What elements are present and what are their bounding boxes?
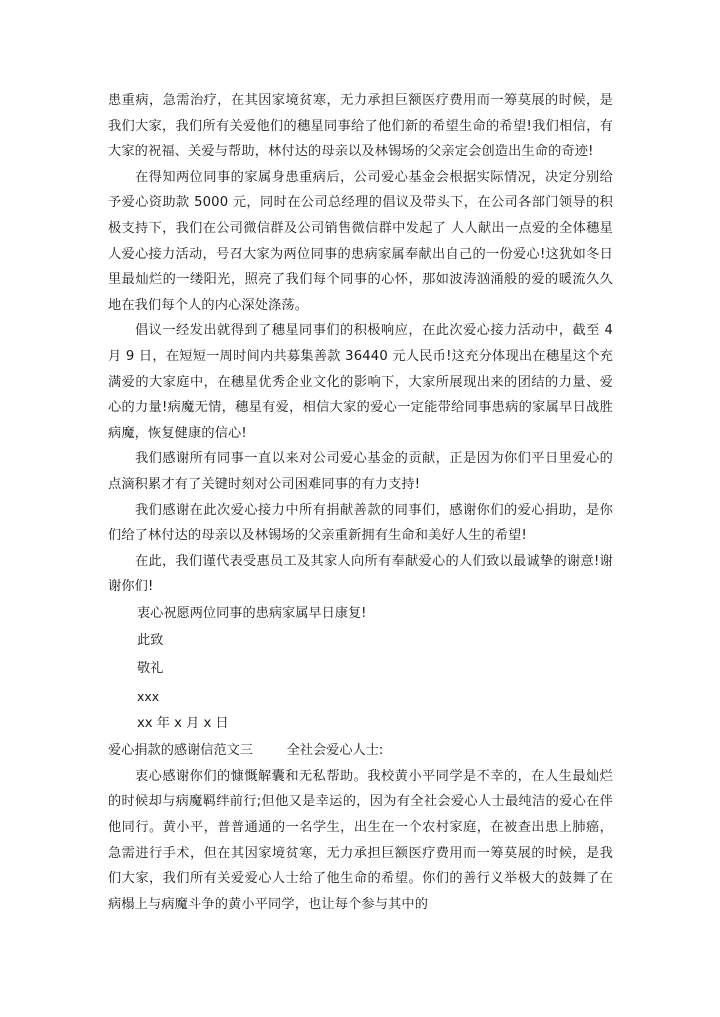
- paragraph-4: 我们感谢所有同事一直以来对公司爱心基金的贡献，正是因为你们平日里爱心的点滴积累才有了关键时刻对公司困难同事的有力支持!: [108, 451, 613, 492]
- paragraph-7: 衷心感谢你们的慷慨解囊和无私帮助。我校黄小平同学是不幸的，在人生最灿烂的时候却与病魔羁绊前行;但他又是幸运的，因为有全社会爱心人士最纯洁的爱心在伴他同行。黄小平，普普通通的一名学生，出生在一个农村家庭，在被查出患上肺癌，急需进行手术，但在其因家境贫寒，无力承担巨额医疗费用而一筹莫展的时候，是我们大家，我们所有关爱爱心人士给了他生命的希望。你们的善行义举极大的鼓舞了在病榻上与病魔斗争的黄小平同学，也让每个参与其中的: [108, 768, 613, 912]
- closing-salutation-2: 敬礼: [137, 661, 164, 677]
- letter-page: [108, 88, 613, 917]
- heading-gap: [253, 743, 287, 758]
- date: xx 年 x 月 x 日: [137, 716, 229, 732]
- paragraph-5: 我们感谢在此次爱心接力中所有捐献善款的同事们，感谢你们的爱心捐助，是你们给了林付达的母亲以及林锡场的父亲重新拥有生命和美好人生的希望!: [108, 502, 613, 544]
- closing-salutation-1: 此致: [137, 633, 164, 649]
- signature: xxx: [137, 688, 160, 704]
- closing-wish: 衷心祝愿两位同事的患病家属早日康复!: [137, 605, 367, 621]
- section-heading: [108, 738, 613, 764]
- paragraph-1: 患重病，急需治疗，在其因家境贫寒，无力承担巨额医疗费用而一筹莫展的时候，是我们大家，我们所有关爱他们的穗星同事给了他们新的希望生命的希望!我们相信，有大家的祝福、关爱与帮助，林付达的母亲以及林锡场的父亲定会创造出生命的奇迹!: [108, 93, 613, 160]
- section-title: 爱心捐款的感谢信范文三: [108, 742, 254, 758]
- paragraph-6: 在此，我们谨代表受惠员工及其家人向所有奉献爱心的人们致以最诚挚的谢意!谢谢你们!: [108, 553, 613, 595]
- paragraph-3: 倡议一经发出就得到了穗星同事们的积极响应，在此次爱心接力活动中，截至 4 月 9 日，在短短一周时间内共募集善款 36440 元人民币!这充分体现出在穗星这个充满爱的大家庭中，在穗星优秀企业文化的影响下，大家所展现出来的团结的力量、爱心的力量!病魔无情，穗星有爱，相信大家的爱心一定能带给同事患病的家属早日战胜病魔，恢复健康的信心!: [108, 323, 613, 441]
- paragraph-2: 在得知两位同事的家属身患重病后，公司爱心基金会根据实际情况，决定分别给予爱心资助款 5000 元，同时在公司总经理的倡议及带头下，在公司各部门领导的积极支持下，我们在公司微信群及公司销售微信群中发起了 人人献出一点爱的全体穗星人爱心接力活动，号召大家为两位同事的患病家属奉献出自己的一份爱心!这犹如冬日里最灿烂的一缕阳光，照亮了我们每个同事的心怀，那如波涛汹涌般的爱的暖流久久地在我们每个人的内心深处涤荡。: [108, 169, 613, 313]
- section-recipient: 全社会爱心人士:: [286, 742, 384, 758]
